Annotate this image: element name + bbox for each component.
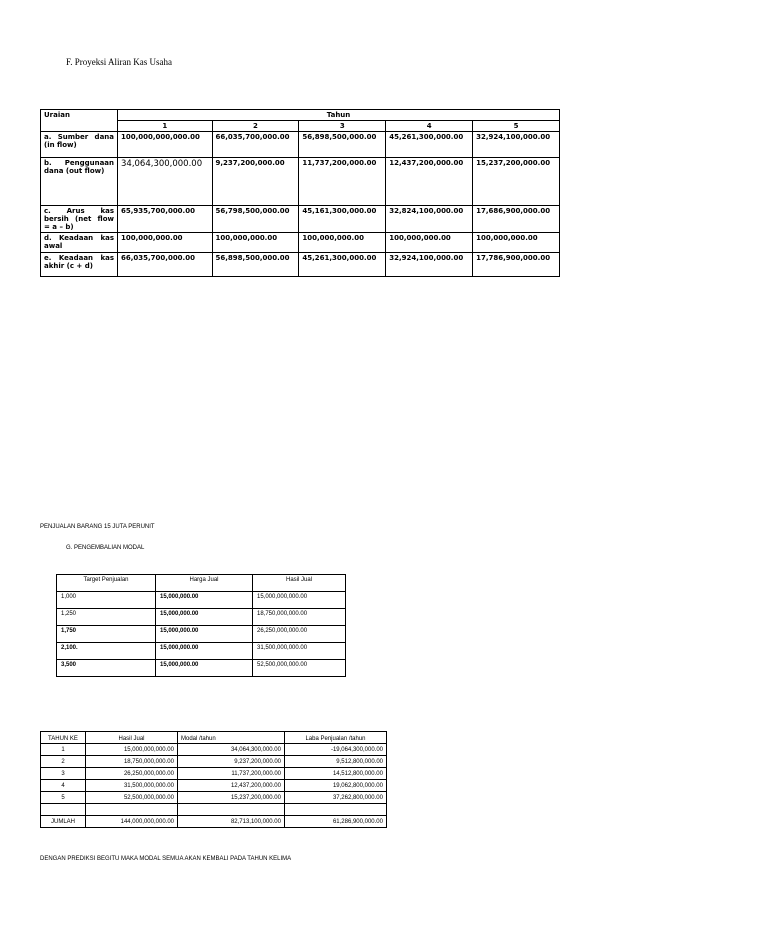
section-g-title: G. PENGEMBALIAN MODAL	[66, 545, 145, 551]
cell-value: 82,713,100,000.00	[178, 816, 285, 828]
cell-value: 12,437,200,000.00	[178, 780, 285, 792]
cell-value: 4	[41, 780, 86, 792]
row-label: c. Arus kas bersih (net flow = a – b)	[41, 206, 118, 233]
cell-value: 37,262,800,000.00	[285, 792, 387, 804]
return-table	[40, 731, 387, 828]
column-header: Target Penjualan	[57, 575, 156, 592]
cell-value: 3	[41, 768, 86, 780]
cell-value: 65,935,700,000.00	[118, 206, 213, 233]
cell-value: 11,737,200,000.00	[178, 768, 285, 780]
cell-value: 1	[41, 744, 86, 756]
cell-value: 45,261,300,000.00	[386, 132, 473, 158]
cell-value: 15,000,000.00	[156, 592, 253, 609]
section-f-title: F. Proyeksi Aliran Kas Usaha	[66, 57, 173, 67]
year-header: 2	[212, 121, 299, 132]
cell-value: 34,064,300,000.00	[118, 158, 213, 206]
table-row	[41, 132, 560, 158]
cell-value: 66,035,700,000.00	[212, 132, 299, 158]
cell-value: 31,500,000,000.00	[253, 643, 346, 660]
cell-value: 26,250,000,000.00	[86, 768, 178, 780]
table-row	[41, 768, 387, 780]
cell-value: 17,686,900,000.00	[473, 206, 560, 233]
cell-value: 12,437,200,000.00	[386, 158, 473, 206]
cell-value: 100,000,000.00	[299, 233, 386, 253]
cell-value: 52,500,000,000.00	[253, 660, 346, 677]
cell-value: 45,261,300,000.00	[299, 253, 386, 277]
cashflow-table	[40, 109, 560, 277]
row-label: d. Keadaan kas awal	[41, 233, 118, 253]
cell-value: 66,035,700,000.00	[118, 253, 213, 277]
table-row	[41, 780, 387, 792]
table-row	[57, 626, 346, 643]
cell-value: 5	[41, 792, 86, 804]
table-row	[41, 744, 387, 756]
column-header: Modal /tahun	[178, 732, 285, 744]
cell-value: 14,512,800,000.00	[285, 768, 387, 780]
closing-note: DENGAN PREDIKSI BEGITU MAKA MODAL SEMUA AKAN KEMBALI PADA TAHUN KELIMA	[40, 856, 292, 862]
cell-value: 15,000,000.00	[156, 626, 253, 643]
cell-value: 2,100.	[57, 643, 156, 660]
cell-value: 9,237,200,000.00	[212, 158, 299, 206]
cell-value: 1,750	[57, 626, 156, 643]
empty-row	[41, 804, 387, 816]
cell-value: 15,237,200,000.00	[178, 792, 285, 804]
cell-value: 32,924,100,000.00	[386, 253, 473, 277]
cell-value: 32,824,100,000.00	[386, 206, 473, 233]
cell-value: 100,000,000.00	[473, 233, 560, 253]
cell-value: 100,000,000.00	[212, 233, 299, 253]
cell-value: 26,250,000,000.00	[253, 626, 346, 643]
table-row	[41, 158, 560, 206]
cell-value: 34,064,300,000.00	[178, 744, 285, 756]
table-row	[41, 253, 560, 277]
label-header: Uraian	[41, 110, 118, 132]
column-header: TAHUN KE	[41, 732, 86, 744]
sales-table	[56, 574, 346, 677]
cell-value: 15,000,000.00	[156, 660, 253, 677]
row-label: b. Penggunaan dana (out flow)	[41, 158, 118, 206]
cell-value: 56,898,500,000.00	[299, 132, 386, 158]
cell-value: 9,237,200,000.00	[178, 756, 285, 768]
cell-value: 9,512,800,000.00	[285, 756, 387, 768]
cell-value: 15,000,000.00	[156, 609, 253, 626]
cell-value: 19,062,800,000.00	[285, 780, 387, 792]
sales-note: PENJUALAN BARANG 15 JUTA PERUNIT	[40, 524, 155, 530]
table-row	[41, 206, 560, 233]
cell-value: 3,500	[57, 660, 156, 677]
cell-value: 15,000,000,000.00	[86, 744, 178, 756]
table-row	[41, 756, 387, 768]
cell-value: 31,500,000,000.00	[86, 780, 178, 792]
table-row	[57, 643, 346, 660]
year-header: 5	[473, 121, 560, 132]
total-row	[41, 816, 387, 828]
table-row	[41, 233, 560, 253]
total-label: JUMLAH	[41, 816, 86, 828]
cell-value: 18,750,000,000.00	[86, 756, 178, 768]
cell-value: 61,286,900,000.00	[285, 816, 387, 828]
year-header: 3	[299, 121, 386, 132]
cell-value: 15,000,000.00	[156, 643, 253, 660]
cell-value: 45,161,300,000.00	[299, 206, 386, 233]
cell-value: 100,000,000,000.00	[118, 132, 213, 158]
cell-value: 56,798,500,000.00	[212, 206, 299, 233]
cell-value: 18,750,000,000.00	[253, 609, 346, 626]
cell-value: 15,237,200,000.00	[473, 158, 560, 206]
cell-value: 1,250	[57, 609, 156, 626]
year-header: 4	[386, 121, 473, 132]
row-label: a. Sumber dana (in flow)	[41, 132, 118, 158]
cell-value: 2	[41, 756, 86, 768]
table-row	[57, 592, 346, 609]
column-header: Laba Penjualan /tahun	[285, 732, 387, 744]
cell-value: 1,000	[57, 592, 156, 609]
cell-value: -19,064,300,000.00	[285, 744, 387, 756]
cell-value: 56,898,500,000.00	[212, 253, 299, 277]
cell-value: 17,786,900,000.00	[473, 253, 560, 277]
cell-value: 32,924,100,000.00	[473, 132, 560, 158]
column-header: Hasil Jual	[86, 732, 178, 744]
cell-value: 52,500,000,000.00	[86, 792, 178, 804]
cell-value: 11,737,200,000.00	[299, 158, 386, 206]
cell-value: 100,000,000.00	[118, 233, 213, 253]
cell-value: 144,000,000,000.00	[86, 816, 178, 828]
cell-value: 15,000,000,000.00	[253, 592, 346, 609]
cell-value: 100,000,000.00	[386, 233, 473, 253]
year-header: 1	[118, 121, 213, 132]
row-label: e. Keadaan kas akhir (c + d)	[41, 253, 118, 277]
column-header: Harga Jual	[156, 575, 253, 592]
table-row	[57, 660, 346, 677]
table-row	[41, 792, 387, 804]
period-header: Tahun	[118, 110, 560, 121]
table-row	[57, 609, 346, 626]
column-header: Hasil Jual	[253, 575, 346, 592]
